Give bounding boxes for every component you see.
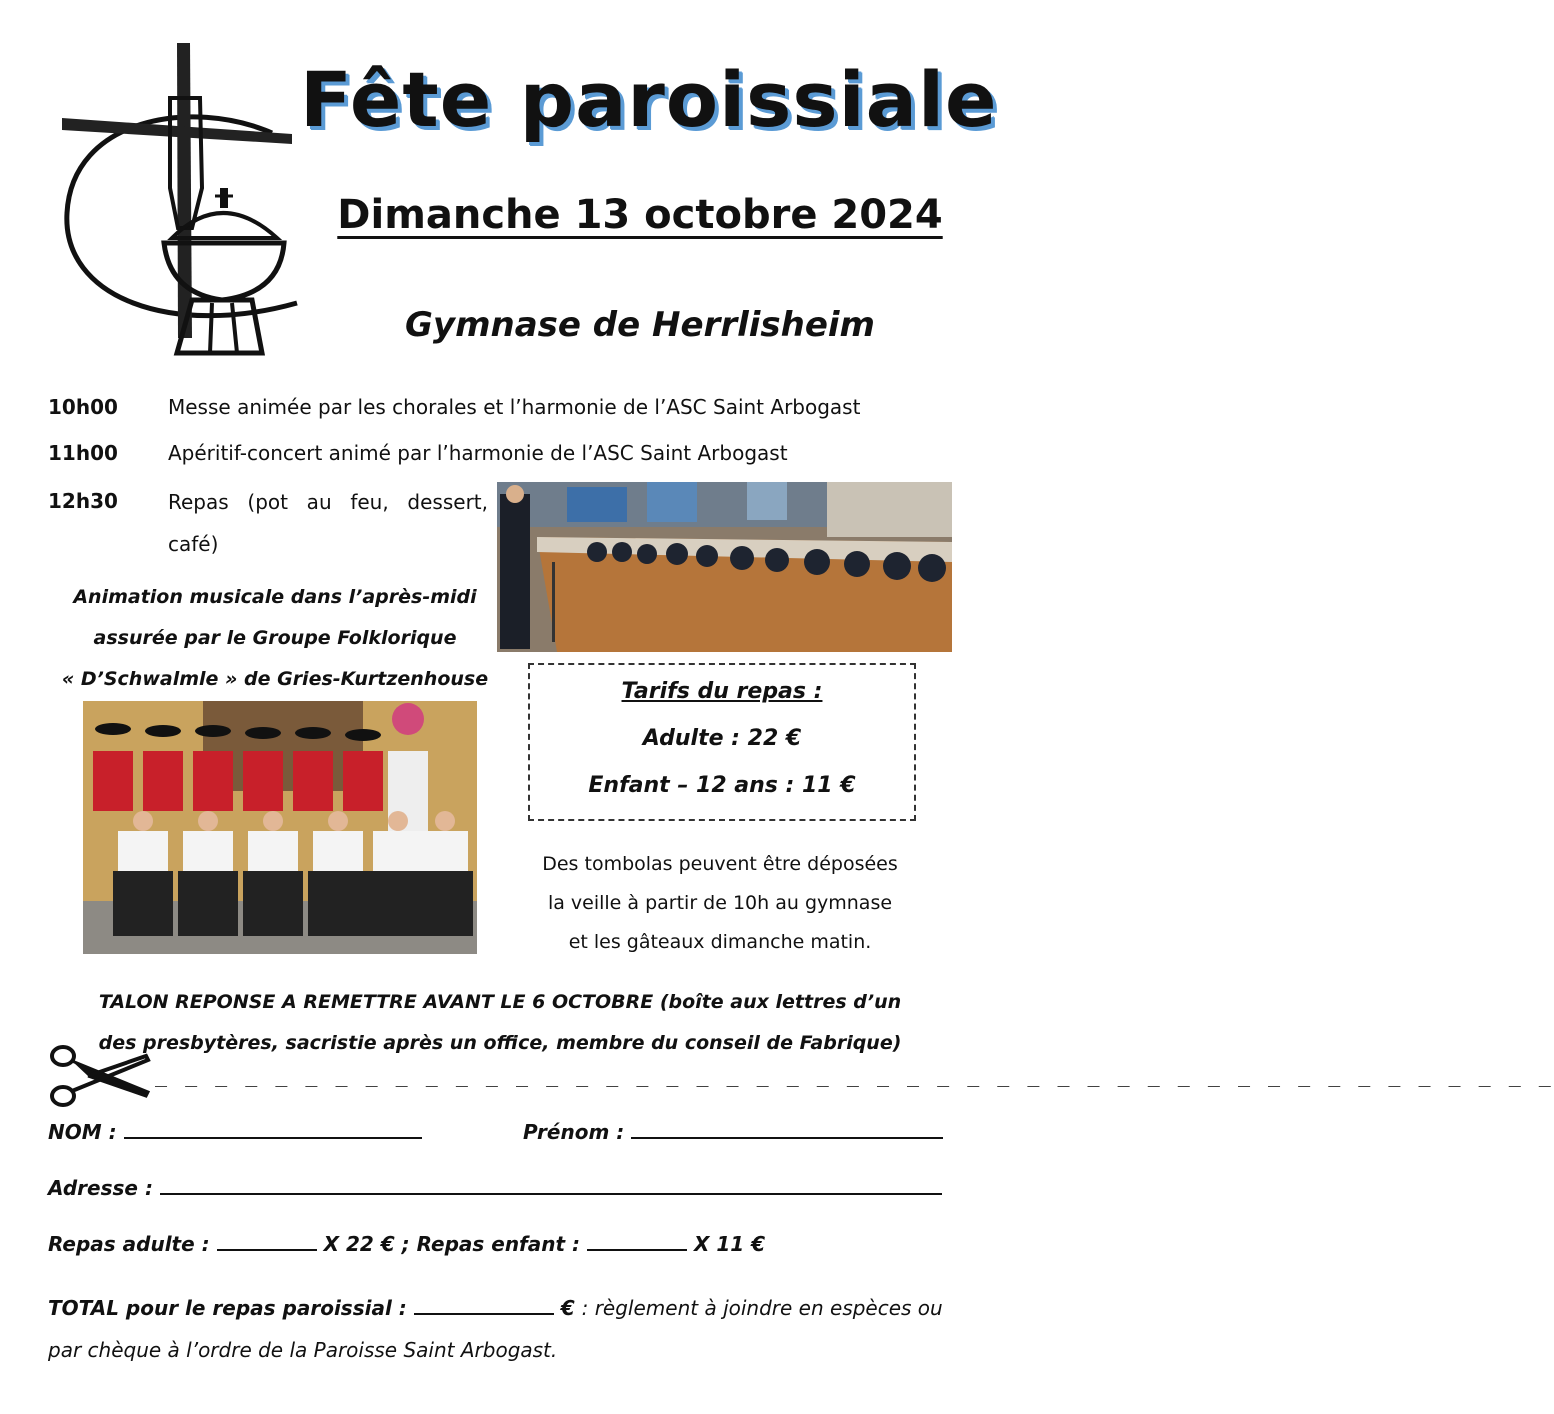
prenom-field[interactable] (523, 1117, 943, 1144)
programme-time: 11h00 (48, 441, 118, 465)
price-heading: Tarifs du repas : (621, 679, 823, 704)
tombola-note (500, 845, 940, 962)
meal-count-fields (48, 1229, 765, 1256)
programme-time: 10h00 (48, 395, 118, 419)
event-date-text: Dimanche 13 octobre 2024 (337, 192, 943, 238)
repas-enfant-label: Repas enfant : (416, 1232, 581, 1256)
event-venue: Gymnase de Herrlisheim (405, 305, 875, 345)
euro-label: € (560, 1296, 575, 1320)
adult-price-label: X 22 € ; (323, 1232, 410, 1256)
programme-desc: Repas (pot au feu, dessert, café) (168, 490, 488, 556)
adresse-blank[interactable] (160, 1173, 942, 1195)
child-price-label: X 11 € (693, 1232, 766, 1256)
payment-note: : règlement à joindre en espèces ou par chèque à l’ordre de la Paroisse Saint Arbogast. (48, 1296, 943, 1362)
folk-group-photo (83, 701, 477, 954)
total-label: TOTAL pour le repas paroissial : (48, 1296, 407, 1320)
reply-slip-heading (40, 982, 960, 1064)
programme-time: 12h30 (48, 489, 118, 513)
adresse-label: Adresse : (48, 1176, 153, 1200)
cut-line: _ _ _ _ _ _ _ _ _ _ _ _ _ _ _ _ _ _ _ _ _ _ _ _ _ _ _ _ _ _ _ _ _ _ _ _ _ _ _ _ _ _ _ _ _ _ _ (155, 1063, 1554, 1087)
repas-adulte-label: Repas adulte : (48, 1232, 210, 1256)
talon-line: des presbytères, sacristie après un office, membre du conseil de Fabrique) (98, 1032, 902, 1054)
nom-blank[interactable] (124, 1117, 422, 1139)
prenom-label: Prénom : (523, 1120, 625, 1144)
price-box (528, 663, 916, 821)
talon-line: TALON REPONSE A REMETTRE AVANT LE 6 OCTOBRE (boîte aux lettres d’un (98, 991, 902, 1013)
scissors-icon (48, 1042, 153, 1110)
animation-note (40, 577, 510, 700)
parish-logo (52, 38, 302, 368)
animation-line: Animation musicale dans l’après-midi (73, 586, 477, 608)
programme-desc: Messe animée par les chorales et l’harmonie de l’ASC Saint Arbogast (168, 395, 861, 419)
prenom-blank[interactable] (631, 1117, 943, 1139)
animation-line: « D’Schwalmle » de Gries-Kurtzenhouse (61, 668, 489, 690)
repas-adulte-blank[interactable] (217, 1229, 317, 1251)
tombola-line: Des tombolas peuvent être déposées (542, 853, 898, 875)
total-blank[interactable] (414, 1293, 554, 1315)
programme-desc: Apéritif-concert animé par l’harmonie de l’ASC Saint Arbogast (168, 441, 788, 465)
adresse-field[interactable] (48, 1173, 942, 1200)
page-title: Fête paroissiale (300, 55, 998, 144)
repas-enfant-blank[interactable] (587, 1229, 687, 1251)
nom-label: NOM : (48, 1120, 117, 1144)
nom-field[interactable] (48, 1117, 422, 1144)
tombola-line: et les gâteaux dimanche matin. (568, 931, 872, 953)
event-date (300, 192, 980, 238)
total-field (48, 1287, 968, 1371)
orchestra-photo (497, 482, 952, 652)
price-child: Enfant – 12 ans : 11 € (588, 773, 856, 798)
tombola-line: la veille à partir de 10h au gymnase (547, 892, 893, 914)
price-adult: Adulte : 22 € (642, 726, 802, 751)
animation-line: assurée par le Groupe Folklorique (93, 627, 457, 649)
